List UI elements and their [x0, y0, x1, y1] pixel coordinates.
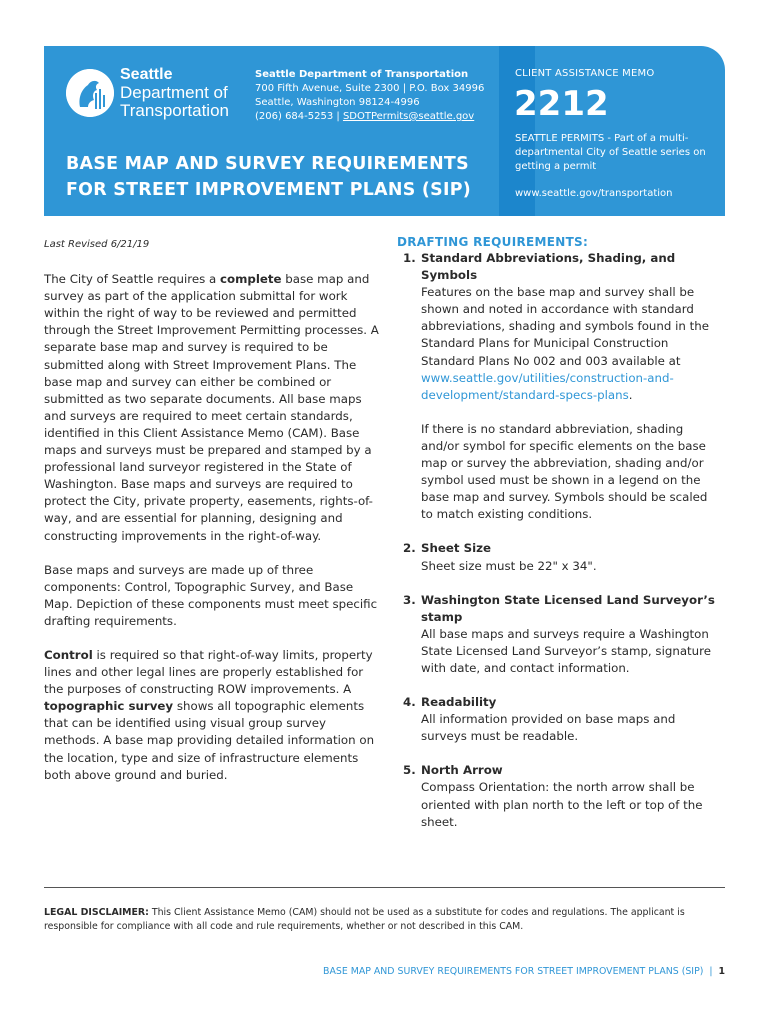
sdot-logo[interactable]: [66, 66, 229, 120]
requirement-item: [397, 250, 717, 523]
contact-block: [255, 68, 484, 124]
item-extra-text: If there is no standard abbreviation, shading and/or symbol for specific elements on the base map or survey the abbreviation, shading and/or symbol used must be shown in a legend on the base map and survey. Symbols should be scaled to match existing conditions.: [421, 421, 708, 522]
contact-phone: (206) 684-5253 |: [255, 111, 343, 122]
item-title: Readability: [421, 695, 497, 710]
logo-line-1: Seattle: [120, 66, 173, 83]
item-text: [421, 284, 717, 404]
contact-address-1: 700 Fifth Avenue, Suite 2300 | P.O. Box 34996: [255, 83, 485, 94]
item-title: North Arrow: [421, 763, 503, 778]
intro-column: [44, 236, 380, 801]
p3-text-d: shows all topographic elements that can be identified using visual group survey methods. A base map providing detailed information on the location, type and size of infrastructure elements both above ground and buried.: [44, 699, 375, 782]
memo-url-link[interactable]: www.seattle.gov/transportation: [515, 188, 673, 199]
page-title: [66, 151, 471, 203]
title-line-2: FOR STREET IMPROVEMENT PLANS (SIP): [66, 180, 472, 200]
requirement-item: [397, 592, 717, 677]
disclaimer-text: This Client Assistance Memo (CAM) should not be used as a substitute for codes and regulations. The applicant is responsible for compliance with all code and rule requirements, whether or not described in this CAM.: [44, 907, 685, 932]
item-title: Washington State Licensed Land Surveyor’s stamp: [421, 592, 715, 624]
memo-description: SEATTLE PERMITS - Part of a multi-departmental City of Seattle series on getting a permit: [515, 133, 706, 172]
p3-text-b: is required so that right-of-way limits, property lines and other legal lines are properly established for the purposes of constructing ROW improvements. A: [44, 647, 373, 697]
last-revised: Last Revised 6/21/19: [44, 239, 150, 250]
drafting-requirements-column: [397, 235, 717, 848]
contact-email-link[interactable]: SDOTPermits@seattle.gov: [342, 111, 475, 122]
memo-label: CLIENT ASSISTANCE MEMO: [515, 68, 655, 79]
intro-paragraph-1: [44, 271, 380, 545]
item-number: 5.: [403, 763, 416, 778]
title-line-1: BASE MAP AND SURVEY REQUIREMENTS: [66, 154, 469, 174]
footer-divider: [44, 887, 725, 888]
contact-org: Seattle Department of Transportation: [255, 69, 469, 80]
requirement-item: [397, 762, 717, 830]
contact-address-2: Seattle, Washington 98124-4996: [255, 97, 420, 108]
page-number: 1: [718, 966, 725, 977]
disclaimer-label: LEGAL DISCLAIMER:: [44, 907, 149, 918]
item-text-end: .: [628, 387, 633, 402]
item-text: All information provided on base maps and surveys must be readable.: [421, 712, 676, 744]
p3-control: Control: [44, 647, 93, 662]
seattle-seal-icon: [66, 69, 114, 117]
header-banner: [44, 46, 725, 216]
standard-specs-link[interactable]: www.seattle.gov/utilities/construction-and-development/standard-specs-plans: [421, 370, 674, 402]
item-text: Compass Orientation: the north arrow shall be oriented with plan north to the left or top of the sheet.: [421, 780, 703, 829]
p1-text-a: The City of Seattle requires a: [44, 272, 221, 287]
p3-topographic: topographic survey: [44, 699, 174, 714]
item-number: 4.: [403, 695, 416, 710]
logo-line-3: Transportation: [120, 101, 229, 120]
p1-text-c: base map and survey as part of the application submittal for work within the right of way to be reviewed and permitted through the Street Improvement Permitting processes. A separate base map and survey is required to be submitted along with Street Improvement Plans. The base map and survey can either be combined or submitted as two separate documents. All base maps and surveys are required to meet certain standards, identified in this Client Assistance Memo (CAM). Base maps and surveys must be prepared and stamped by a professional land surveyor registered in the State of Washington. Base maps and surveys are required to protect the City, private property, easements, rights-of-way, and are essential for planning, designing and constructing improvements in the right-of-way.: [44, 272, 379, 543]
intro-paragraph-3: [44, 647, 380, 784]
item-text-body: Features on the base map and survey shall be shown and noted in accordance with standard abbreviations, shading and symbols found in the Standard Plans for Municipal Construction Standard Plans No 002 and 003 available at: [421, 285, 709, 368]
footer-title: BASE MAP AND SURVEY REQUIREMENTS FOR STREET IMPROVEMENT PLANS (SIP): [323, 966, 704, 977]
footer-separator: |: [703, 966, 719, 977]
item-number: 2.: [403, 541, 416, 556]
page-footer: [323, 966, 725, 977]
p1-emphasis: complete: [220, 272, 282, 287]
logo-line-2: Department of: [120, 83, 228, 102]
memo-number: 2212: [514, 84, 609, 124]
intro-paragraph-2: Base maps and surveys are made up of three components: Control, Topographic Survey, and Base Map. Depiction of these components must meet specific drafting requirements.: [44, 562, 378, 628]
item-title: Standard Abbreviations, Shading, and Symbols: [421, 251, 676, 283]
item-text: Sheet size must be 22" x 34".: [421, 558, 597, 573]
requirement-item: [397, 694, 717, 745]
requirement-item: [397, 540, 717, 574]
drafting-heading: DRAFTING REQUIREMENTS:: [397, 235, 589, 249]
item-number: 3.: [403, 592, 416, 607]
item-number: 1.: [403, 251, 416, 265]
legal-disclaimer: [44, 906, 725, 934]
item-title: Sheet Size: [421, 541, 492, 556]
contact-phone-line: [255, 110, 484, 124]
item-text: All base maps and surveys require a Washington State Licensed Land Surveyor’s stamp, signature with date, and contact information.: [421, 626, 712, 675]
